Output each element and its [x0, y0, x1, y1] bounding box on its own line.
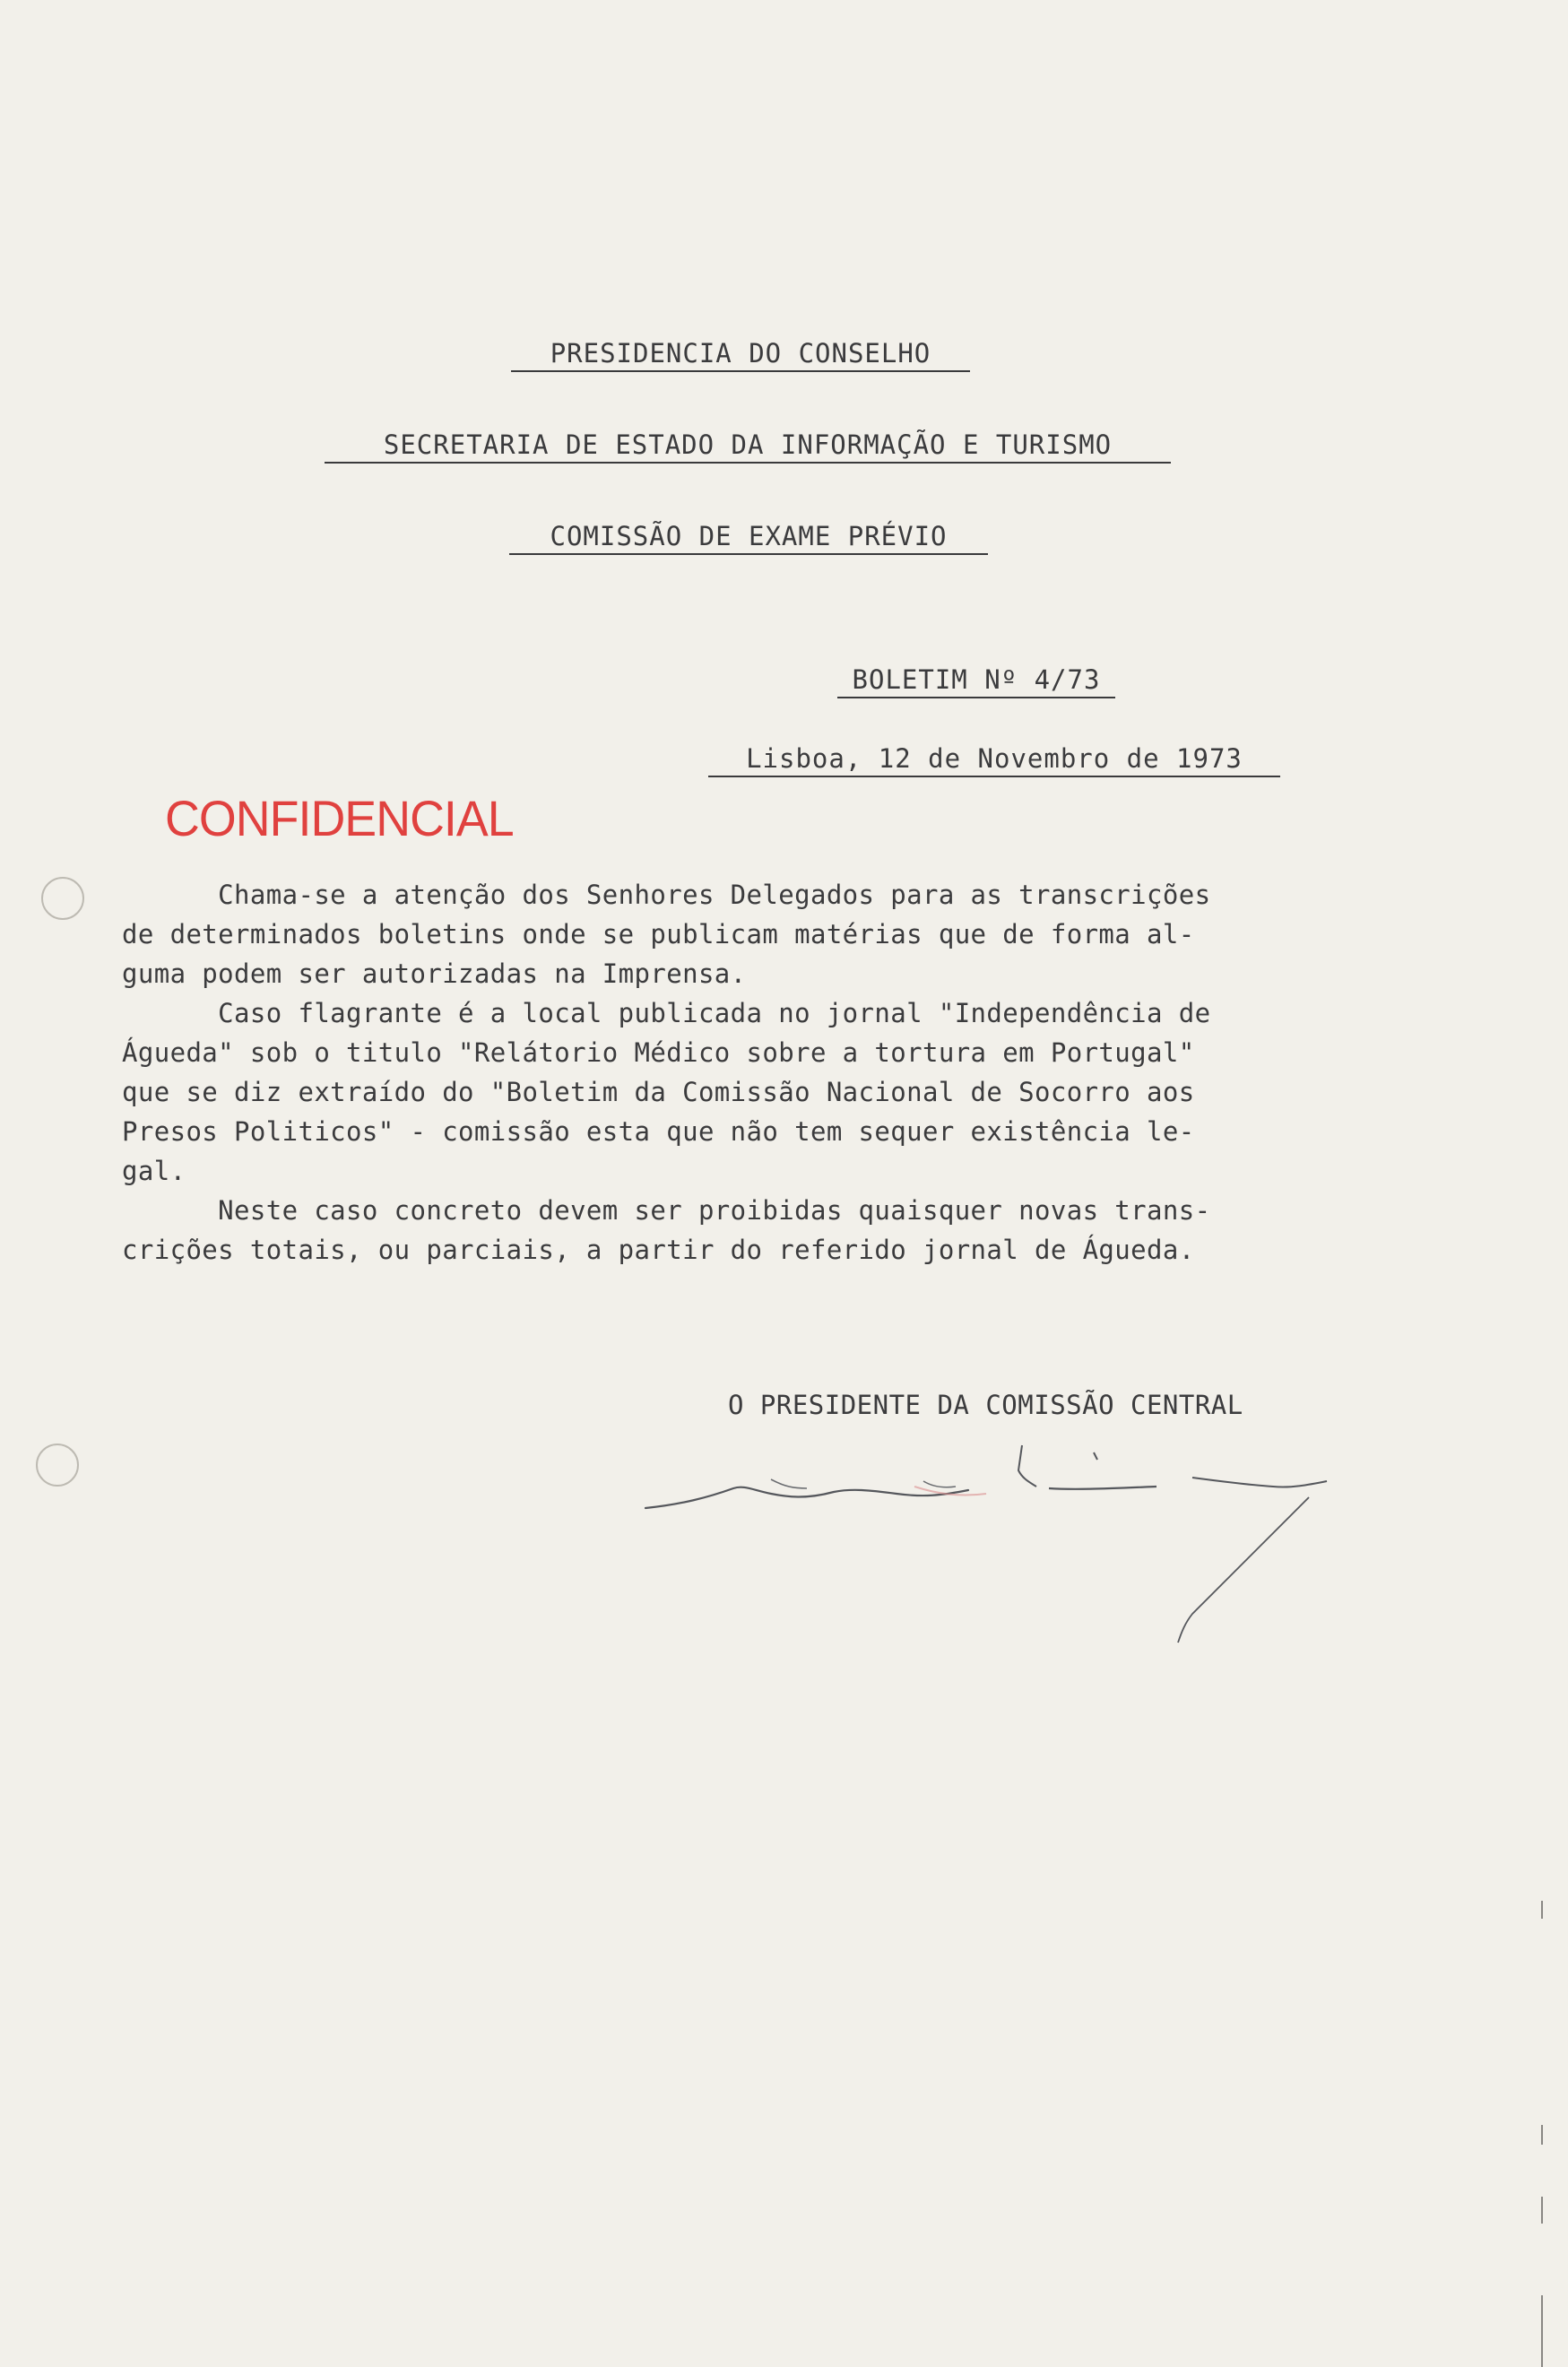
body-line: Neste caso concreto devem ser proibidas quaisquer novas trans- [122, 1195, 1211, 1226]
handwritten-signature [628, 1435, 1363, 1668]
bulletin-number: BOLETIM Nº 4/73 [837, 663, 1115, 698]
body-line: de determinados boletins onde se publicam matérias que de forma al- [122, 919, 1195, 949]
body-line: guma podem ser autorizadas na Imprensa. [122, 958, 747, 989]
header-presidencia: PRESIDENCIA DO CONSELHO [511, 337, 970, 372]
body-line: Chama-se a atenção dos Senhores Delegados para as transcrições [122, 880, 1211, 910]
header-secretaria: SECRETARIA DE ESTADO DA INFORMAÇÃO E TURISMO [325, 429, 1171, 464]
page-edge-marks [1541, 1901, 1543, 2367]
letter-body [122, 875, 1377, 1270]
body-line: que se diz extraído do "Boletim da Comissão Nacional de Socorro aos [122, 1077, 1195, 1107]
body-line: Águeda" sob o titulo "Relátorio Médico sobre a tortura em Portugal" [122, 1037, 1195, 1068]
body-line: crições totais, ou parciais, a partir do referido jornal de Águeda. [122, 1235, 1195, 1265]
punch-hole-bottom [36, 1444, 79, 1487]
punch-hole-top [41, 877, 84, 920]
body-line: Presos Politicos" - comissão esta que não tem sequer existência le- [122, 1116, 1195, 1147]
confidential-stamp: CONFIDENCIAL [165, 790, 514, 846]
place-date: Lisboa, 12 de Novembro de 1973 [708, 742, 1280, 777]
signatory-title: O PRESIDENTE DA COMISSÃO CENTRAL [728, 1390, 1243, 1420]
body-line: gal. [122, 1156, 186, 1186]
header-comissao: COMISSÃO DE EXAME PRÉVIO [509, 520, 988, 555]
body-line: Caso flagrante é a local publicada no jornal "Independência de [122, 998, 1211, 1028]
